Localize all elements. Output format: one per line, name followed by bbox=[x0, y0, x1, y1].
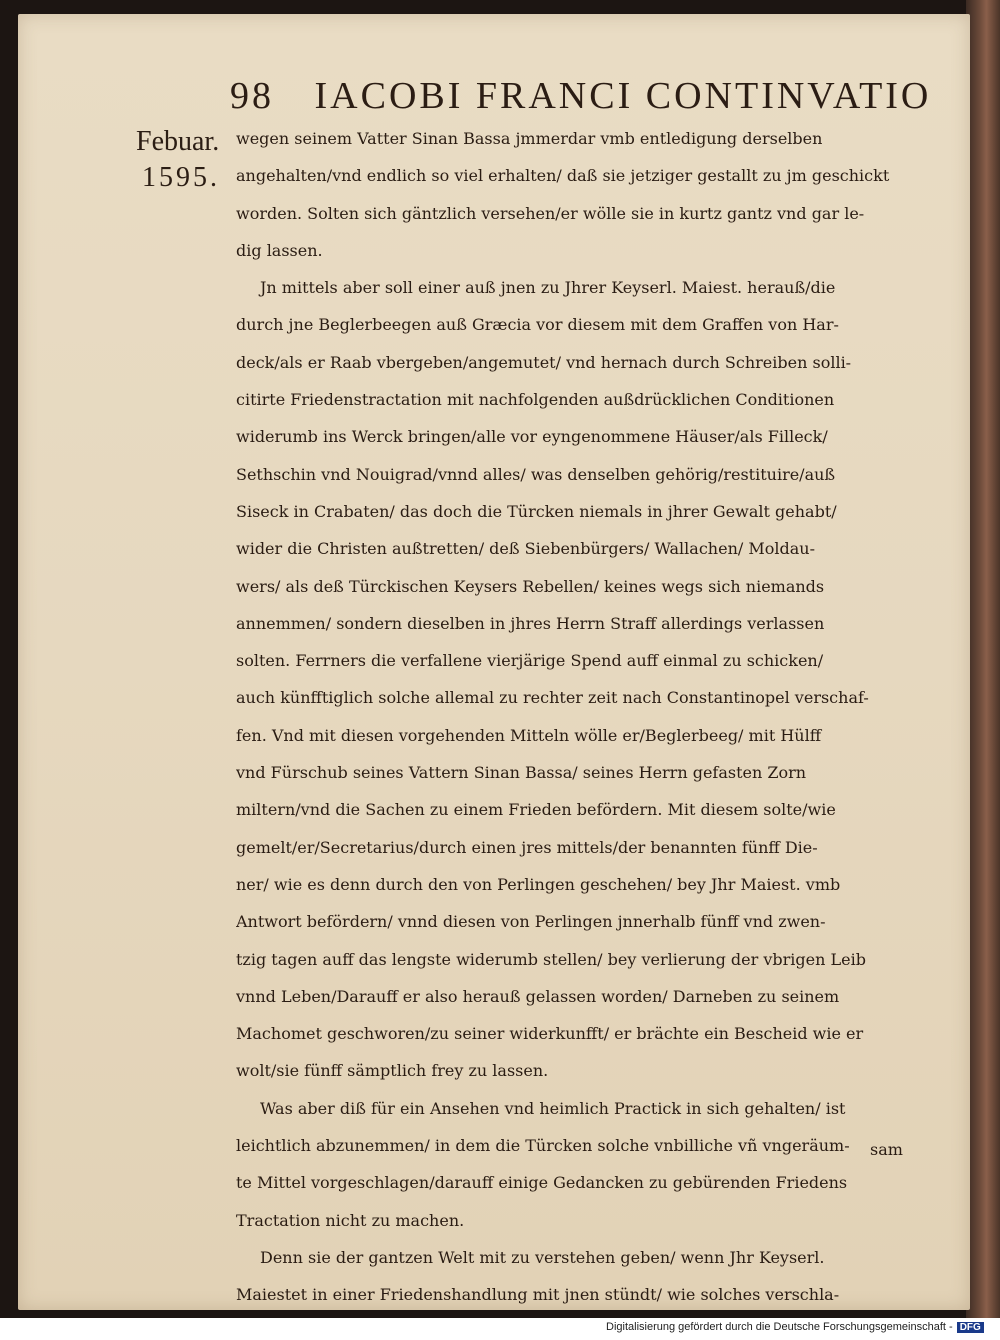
text-line: widerumb ins Werck bringen/alle vor eyngenommene Häuser/als Filleck/ bbox=[236, 427, 828, 447]
text-line: Jn mittels aber soll einer auß jnen zu Jhrer Keyserl. Maiest. herauß/die bbox=[260, 278, 836, 298]
text-line: Antwort befördern/ vnnd diesen von Perlingen jnnerhalb fünff vnd zwen- bbox=[236, 912, 826, 932]
text-line: wolt/sie fünff sämptlich frey zu lassen. bbox=[236, 1061, 549, 1081]
text-line bbox=[236, 1314, 926, 1319]
text-line: durch jne Beglerbeegen auß Græcia vor diesem mit dem Graffen von Har- bbox=[236, 315, 839, 335]
text-line: vnd Fürschub seines Vattern Sinan Bassa/ seines Herrn gefasten Zorn bbox=[236, 763, 807, 783]
dfg-logo: DFG bbox=[957, 1322, 984, 1333]
text-line: deck/als er Raab vbergeben/angemutet/ vnd hernach durch Schreiben solli- bbox=[236, 352, 852, 372]
body-text bbox=[236, 120, 926, 1318]
text-line: wers/ als deß Türckischen Keysers Rebellen/ keines wegs sich niemands bbox=[236, 576, 825, 596]
margin-year: 1595. bbox=[142, 162, 220, 193]
text-line: vnnd Leben/Darauff er also herauß gelassen worden/ Darneben zu seinem bbox=[236, 986, 840, 1006]
running-title: IACOBI FRANCI CONTINVATIO bbox=[314, 75, 932, 117]
running-head bbox=[230, 74, 932, 118]
text-line: dig lassen. bbox=[236, 240, 323, 260]
text-line: worden. Solten sich gäntzlich versehen/er wölle sie in kurtz gantz vnd gar le- bbox=[236, 203, 865, 223]
text-line: Maiestet in einer Friedenshandlung mit jnen stündt/ wie solches verschla- bbox=[236, 1285, 840, 1305]
text-line: wider die Christen außtretten/ deß Siebenbürgers/ Wallachen/ Moldau- bbox=[236, 539, 815, 559]
credit-text: Digitalisierung gefördert durch die Deutsche Forschungsgemeinschaft - bbox=[606, 1321, 953, 1333]
text-line: Denn sie der gantzen Welt mit zu verstehen geben/ wenn Jhr Keyserl. bbox=[260, 1247, 825, 1267]
digitization-credit bbox=[606, 1321, 984, 1339]
text-line: annemmen/ sondern dieselben in jhres Herrn Straff allerdings verlassen bbox=[236, 613, 825, 633]
text-line: tzig tagen auff das lengste widerumb stellen/ bey verlierung der vbrigen Leib bbox=[236, 949, 866, 969]
text-line: fen. Vnd mit diesen vorgehenden Mitteln wölle er/Beglerbeeg/ mit Hülff bbox=[236, 725, 822, 745]
text-line: angehalten/vnd endlich so viel erhalten/ daß sie jetziger gestallt zu jm geschickt bbox=[236, 166, 890, 186]
margin-note bbox=[136, 124, 236, 196]
text-line: ner/ wie es denn durch den von Perlingen geschehen/ bey Jhr Maiest. vmb bbox=[236, 874, 841, 894]
text-line: Machomet geschworen/zu seiner widerkunfft/ er brächte ein Bescheid wie er bbox=[236, 1024, 864, 1044]
margin-month: Febuar. bbox=[136, 126, 220, 157]
catchword: sam bbox=[870, 1140, 903, 1159]
page-number: 98 bbox=[230, 75, 274, 117]
book-edge bbox=[966, 0, 1000, 1318]
text-line: Sethschin vnd Nouigrad/vnnd alles/ was denselben gehörig/restituire/auß bbox=[236, 464, 836, 484]
text-line: te Mittel vorgeschlagen/darauff einige Gedancken zu gebürenden Friedens bbox=[236, 1173, 848, 1193]
text-line: miltern/vnd die Sachen zu einem Frieden befördern. Mit diesem solte/wie bbox=[236, 800, 836, 820]
text-line: Was aber diß für ein Ansehen vnd heimlich Practick in sich gehalten/ ist bbox=[260, 1098, 846, 1118]
text-line: auch künfftiglich solche allemal zu rechter zeit nach Constantinopel verschaf- bbox=[236, 688, 869, 708]
text-line: gemelt/er/Secretarius/durch einen jres mittels/der benannten fünff Die- bbox=[236, 837, 818, 857]
text-line: Siseck in Crabaten/ das doch die Türcken niemals in jhrer Gewalt gehabt/ bbox=[236, 501, 837, 521]
text-line: Tractation nicht zu machen. bbox=[236, 1210, 465, 1230]
text-line: wegen seinem Vatter Sinan Bassa jmmerdar vmb entledigung derselben bbox=[236, 129, 823, 148]
text-line: leichtlich abzunemmen/ in dem die Türcken solche vnbilliche vñ vngeräum- bbox=[236, 1136, 850, 1156]
text-line: citirte Friedenstractation mit nachfolgenden außdrücklichen Conditionen bbox=[236, 390, 835, 410]
text-line: solten. Ferrners die verfallene vierjärige Spend auff einmal zu schicken/ bbox=[236, 651, 824, 671]
